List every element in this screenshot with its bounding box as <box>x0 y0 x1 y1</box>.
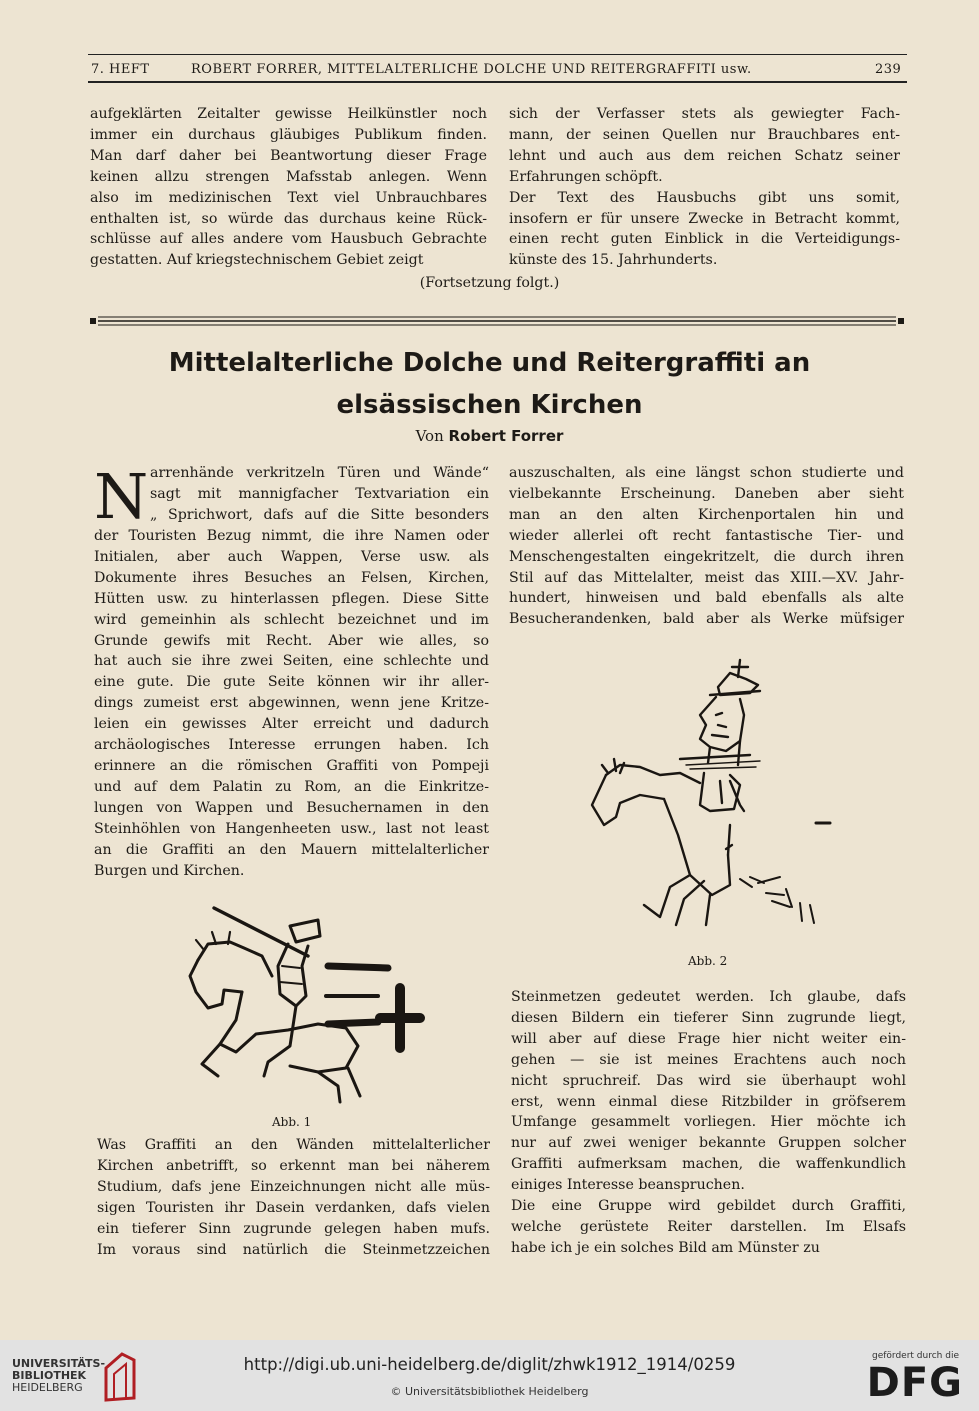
divider-end-right <box>898 318 904 324</box>
text-line: einiges Interesse beanspruchen. <box>511 1177 745 1194</box>
library-name-line1: UNIVERSITÄTS- <box>12 1357 106 1370</box>
horse-body <box>664 799 730 895</box>
rider-helmet <box>290 920 320 942</box>
text-line: archäologisches Interesse errungen haben. Ich <box>94 737 489 754</box>
rider-face <box>712 713 728 737</box>
text-line: Hütten usw. zu hinterlassen pflegen. Diese Sitte <box>94 590 489 607</box>
text-line: erinnere an die römischen Graffiti von Pompeji <box>94 757 489 774</box>
text-line: der Touristen Bezug nimmt, die ihre Namen oder <box>94 528 489 544</box>
text-line: also im medizinischen Text viel Unbrauchbares <box>90 189 487 206</box>
funding-note: gefördert durch die <box>872 1351 959 1361</box>
library-footer <box>0 1340 979 1411</box>
text-line: gestatten. Auf kriegstechnischem Gebiet zeigt <box>90 252 424 269</box>
figure-2-rider-graffito <box>580 655 840 935</box>
text-line: lehnt und auch aus dem reichen Schatz seiner <box>509 147 900 164</box>
figure-2-caption: Abb. 2 <box>688 954 728 968</box>
text-line: Was Graffiti an den Wänden mittelalterlicher <box>97 1137 490 1153</box>
text-line: Man darf daher bei Beantwortung dieser Frage <box>90 147 487 164</box>
continuation-note: (Fortsetzung folgt.) <box>419 275 560 291</box>
cross-mark <box>380 988 420 1048</box>
author-name: Robert Forrer <box>448 427 564 445</box>
prev-article-right-column <box>509 104 900 271</box>
rider-belt <box>686 761 760 769</box>
rider-armor <box>280 966 302 984</box>
text-line: vielbekannte Erscheinung. Daneben aber sieht <box>509 485 904 502</box>
text-line: mann, der seinen Quellen nur Brauchbares ent- <box>509 126 900 143</box>
text-line: Der Text des Hausbuchs gibt uns somit, <box>509 189 900 206</box>
text-line: hundert, hinweisen und bald ebenfalls als alte <box>509 590 904 607</box>
figure-1-caption: Abb. 1 <box>272 1115 312 1129</box>
article-title-line2: elsässischen Kirchen <box>336 390 643 420</box>
right-column-text-bottom <box>511 987 906 1259</box>
text-line: an die Graffiti an den Mauern mittelalterlicher <box>94 841 489 858</box>
text-line: Steinhöhlen von Hangenheeten usw., last not least <box>94 820 489 837</box>
text-line: Graffiti aufmerksam machen, die waffenkundlich <box>511 1156 906 1173</box>
horse-hind <box>726 825 732 855</box>
text-line: Umfange gesammelt vorliegen. Hier möchte ich <box>511 1114 906 1131</box>
left-column-dropcap-lines <box>150 463 489 526</box>
text-line: immer ein durchaus gläubiges Publikum finden. <box>90 126 487 143</box>
text-line: aufgeklärten Zeitalter gewisse Heilkünstler noch <box>90 106 487 122</box>
text-line: sich der Verfasser stets als gewiegter Fach- <box>509 106 900 122</box>
text-line: einen recht guten Einblick in die Verteidigungs- <box>509 231 900 248</box>
library-name-line3: HEIDELBERG <box>12 1381 83 1394</box>
text-line: man an den alten Kirchenportalen hin und <box>509 506 904 523</box>
text-line: schlüsse auf alles andere vom Hausbuch Gebrachte <box>90 231 487 248</box>
running-title: ROBERT FORRER, MITTELALTERLICHE DOLCHE UND REITERGRAFFITI usw. <box>191 62 752 77</box>
scratch-bar-bottom <box>328 1022 378 1024</box>
lance <box>214 908 308 956</box>
horse-mane <box>198 942 272 976</box>
issue-label: 7. HEFT <box>91 62 150 77</box>
text-line: nicht spruchreif. Das wird sie überhaupt wohl <box>511 1072 906 1089</box>
copyright-notice: © Universitätsbibliothek Heidelberg <box>390 1385 589 1398</box>
text-line: auszuschalten, als eine längst schon studierte und <box>509 465 904 481</box>
text-line: Steinmetzen gedeutet werden. Ich glaube, dafs <box>511 989 906 1005</box>
text-line: und auf dem Palatin zu Rom, an die Einkritze- <box>94 778 489 795</box>
text-line: Die eine Gruppe wird gebildet durch Graffiti, <box>511 1198 906 1215</box>
text-line: eine gute. Die gute Seite können wir ihr aller- <box>94 674 489 691</box>
right-column-text-top <box>509 463 904 630</box>
text-line: Initialen, aber auch Wappen, Verse usw. als <box>94 548 489 565</box>
library-name-line2: BIBLIOTHEK <box>12 1369 87 1382</box>
text-line: Grunde gewifs mit Recht. Aber wie alles, so <box>94 632 489 649</box>
prev-article-left-column <box>90 104 487 271</box>
text-line: welche gerüstete Reiter darstellen. Im Elsafs <box>511 1218 906 1235</box>
text-line: habe ich je ein solches Bild am Münster zu <box>511 1239 820 1256</box>
byline-prefix: Von <box>415 427 444 445</box>
text-line: Burgen und Kirchen. <box>94 862 245 879</box>
header-rule-top <box>88 54 907 55</box>
text-line: Stil auf das Mittelalter, meist das XIII.—XV. Jahr- <box>509 569 904 586</box>
horse-foreleg <box>202 1044 220 1076</box>
text-line: Dokumente ihres Besuches an Felsen, Kirchen, <box>94 569 489 586</box>
text-line: Studium, dafs jene Einzeichnungen nicht alle müs- <box>97 1178 490 1195</box>
text-line: „ Sprichwort, dafs auf die Sitte besonders <box>150 506 489 523</box>
horse-hind-legs <box>318 1068 360 1102</box>
text-line: wird gemeinhin als schlecht bezeichnet und im <box>94 611 489 628</box>
text-line: will aber auf diese Frage hier nicht weiter ein- <box>511 1030 906 1047</box>
text-line: Besucherandenken, bald aber als Werke müfsiger <box>509 611 904 628</box>
text-line: diesen Bildern ein tieferer Sinn zugrunde liegt, <box>511 1009 906 1026</box>
text-line: wieder allerlei oft recht fantastische Tier- und <box>509 527 904 544</box>
text-line: arrenhände verkritzeln Türen und Wände“ <box>150 465 489 481</box>
horse-head <box>592 775 664 825</box>
figure-1-rider-graffito <box>178 896 438 1111</box>
text-line: gehen — sie ist meines Erachtens auch noch <box>511 1051 906 1068</box>
scratch-bar-top <box>328 966 388 968</box>
permalink-url[interactable]: http://digi.ub.uni-heidelberg.de/diglit/zhwk1912_1914/0259 <box>243 1355 736 1374</box>
horse-foreleg <box>644 875 690 917</box>
text-line: lungen von Wappen und Besuchernamen in den <box>94 799 489 816</box>
dfg-logo: DFG <box>866 1360 963 1406</box>
text-line: enthalten ist, so würde das durchaus keine Rück- <box>90 210 487 227</box>
article-title-line1: Mittelalterliche Dolche und Reitergraffiti an <box>168 348 811 378</box>
horse-body <box>220 992 358 1072</box>
text-line: Erfahrungen schöpft. <box>509 168 663 185</box>
ground-scratches <box>740 877 814 923</box>
left-column-text <box>94 526 489 881</box>
text-line: hat auch sie ihre zwei Seiten, eine schlechte und <box>94 653 489 670</box>
text-line: Kirchen anbetrifft, so erkennt man bei näherem <box>97 1157 490 1174</box>
text-line: erst, wenn einmal diese Ritzbilder in gröfserem <box>511 1093 906 1110</box>
text-line: Im voraus sind natürlich die Steinmetzzeichen <box>97 1241 490 1258</box>
text-line: keinen allzu strengen Mafsstab anlegen. Wenn <box>90 168 487 185</box>
horse-head <box>190 960 242 1008</box>
rider-head <box>700 697 744 751</box>
byline <box>0 427 979 445</box>
text-line: künste des 15. Jahrhunderts. <box>509 252 718 269</box>
text-line: leien ein gewisses Alter erreicht und dadurch <box>94 716 489 733</box>
section-divider <box>88 313 908 327</box>
left-column-text-bottom <box>97 1135 490 1260</box>
page-number: 239 <box>875 62 902 77</box>
text-line: sigen Touristen ihr Dasein verdanken, dafs vielen <box>97 1199 490 1216</box>
text-line: insofern er für unsere Zwecke in Betracht kommt, <box>509 210 900 227</box>
divider-end-left <box>90 318 96 324</box>
text-line: sagt mit mannigfacher Textvariation ein <box>150 485 489 502</box>
header-rule-bottom <box>88 81 907 83</box>
text-line: ein tieferer Sinn zugrunde gelegen haben mufs. <box>97 1220 490 1237</box>
text-line: nur auf zwei weniger bekannte Gruppen solcher <box>511 1135 906 1152</box>
text-line: Menschengestalten eingekritzelt, die durch ihren <box>509 548 904 565</box>
drop-cap: N <box>94 460 149 533</box>
text-line: dings zumeist erst abgewinnen, wenn jene Kritze- <box>94 695 489 712</box>
